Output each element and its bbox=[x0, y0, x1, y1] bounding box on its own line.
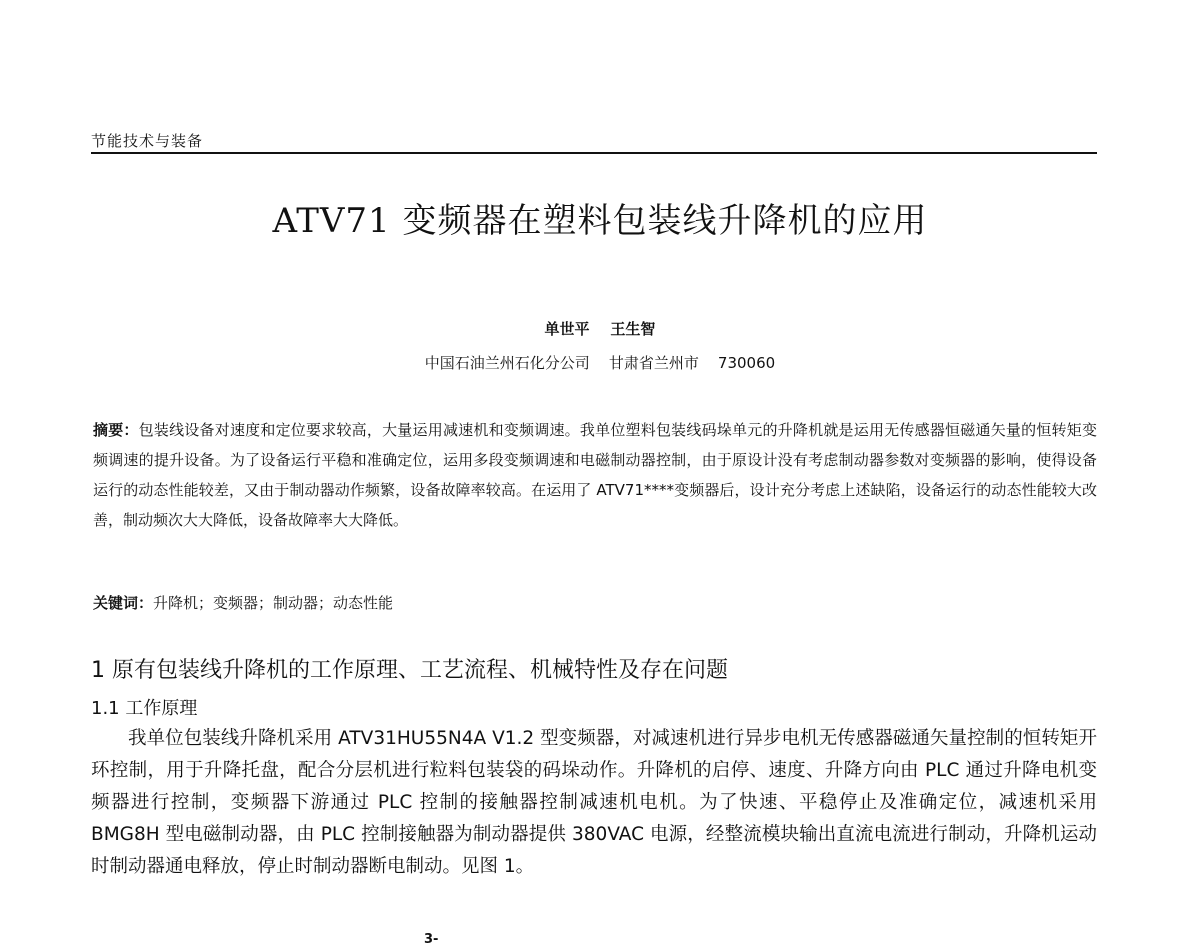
keywords-label: 关键词： bbox=[93, 594, 154, 612]
abstract bbox=[93, 415, 1097, 535]
running-head: 节能技术与装备 bbox=[91, 132, 204, 150]
affiliation: 中国石油兰州石化分公司 甘肃省兰州市 730060 bbox=[424, 354, 776, 372]
abstract-label: 摘要： bbox=[93, 421, 139, 439]
authors: 单世平 王生智 bbox=[544, 320, 656, 338]
paper-title: ATV71 变频器在塑料包装线升降机的应用 bbox=[272, 201, 928, 241]
abstract-text: 包装线设备对速度和定位要求较高，大量运用减速机和变频调速。我单位塑料包装线码垛单元的升降机就是运用无传感器恒磁通矢量的恒转矩变频调速的提升设备。为了设备运行平稳和准确定位，运用多段变频调速和电磁制动器控制，由于原设计没有考虑制动器参数对变频器的影响，使得设备运行的动态性能较差，又由于制动器动作频繁，设备故障率较高。在运用了 ATV71****变频器后，设计充分考虑上述缺陷，设备运行的动态性能较大改善，制动频次大大降低，设备故障率大大降低。 bbox=[93, 421, 1097, 529]
subsection-title: 1.1 工作原理 bbox=[91, 698, 198, 719]
keywords bbox=[93, 592, 393, 613]
body-paragraph: 我单位包装线升降机采用 ATV31HU55N4A V1.2 型变频器，对减速机进行异步电机无传感器磁通矢量控制的恒转矩开环控制，用于升降托盘，配合分层机进行粒料包装袋的码垛动作。升降机的启停、速度、升降方向由 PLC 通过升降电机变频器进行控制，变频器下游通过 PLC 控制的接触器控制减速机电机。为了快速、平稳停止及准确定位，减速机采用 BMG8H 型电磁制动器，由 PLC 控制接触器为制动器提供 380VAC 电源，经整流模块输出直流电流进行制动，升降机运动时制动器通电释放，停止时制动器断电制动。见图 1。 bbox=[91, 728, 1097, 877]
keywords-text: 升降机；变频器；制动器；动态性能 bbox=[153, 594, 394, 612]
header-rule bbox=[91, 152, 1097, 154]
section-title: 1 原有包装线升降机的工作原理、工艺流程、机械特性及存在问题 bbox=[91, 658, 728, 683]
page-number: 3- bbox=[424, 932, 439, 947]
